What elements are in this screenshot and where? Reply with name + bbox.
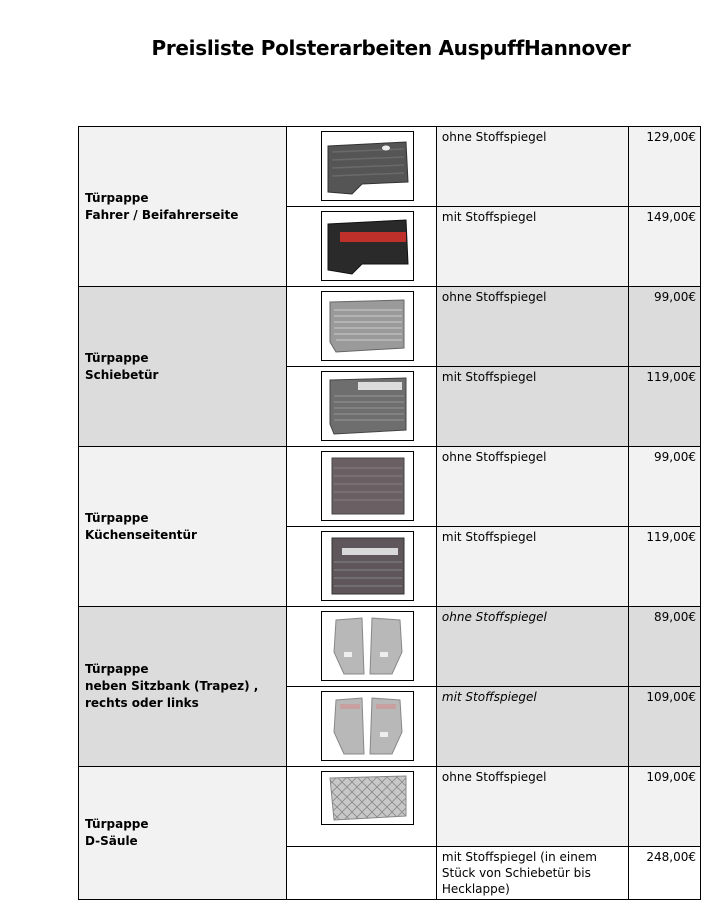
product-image-cell xyxy=(286,287,436,367)
category-label: Türpappe xyxy=(85,662,149,676)
sliding-door-panel-grey-icon xyxy=(321,291,414,361)
category-label: Türpappe xyxy=(85,350,149,365)
d-pillar-quilted-panel-icon xyxy=(321,771,414,825)
variant-description: mit Stoffspiegel xyxy=(436,687,628,767)
product-image-cell xyxy=(286,527,436,607)
category-cell xyxy=(79,127,287,287)
category-cell xyxy=(79,767,287,900)
variant-description: ohne Stoffspiegel xyxy=(436,447,628,527)
product-image-cell xyxy=(286,367,436,447)
category-sublabel-2: rechts oder links xyxy=(85,696,199,710)
variant-price: 89,00€ xyxy=(629,607,701,687)
product-image-cell xyxy=(286,127,436,207)
category-sublabel: neben Sitzbank (Trapez) , xyxy=(85,679,259,693)
variant-price: 99,00€ xyxy=(629,287,701,367)
table-row xyxy=(79,447,701,527)
product-image-cell xyxy=(286,607,436,687)
product-image-cell xyxy=(286,447,436,527)
category-sublabel: Fahrer / Beifahrerseite xyxy=(85,207,239,222)
variant-price: 149,00€ xyxy=(629,207,701,287)
category-label: Türpappe xyxy=(85,510,149,525)
price-table xyxy=(78,126,701,900)
category-label: Türpappe xyxy=(85,817,149,831)
product-image-cell xyxy=(286,207,436,287)
page-title: Preisliste Polsterarbeiten AuspuffHannover xyxy=(151,36,631,60)
variant-description: mit Stoffspiegel xyxy=(436,527,628,607)
door-panel-red-stripe-icon xyxy=(321,211,414,281)
table-row xyxy=(79,607,701,687)
variant-price: 119,00€ xyxy=(629,367,701,447)
variant-price: 109,00€ xyxy=(629,767,701,847)
variant-description: mit Stoffspiegel xyxy=(436,367,628,447)
category-sublabel: D-Säule xyxy=(85,834,138,848)
sliding-door-panel-stripe-icon xyxy=(321,371,414,441)
table-row xyxy=(79,287,701,367)
variant-description: ohne Stoffspiegel xyxy=(436,287,628,367)
product-image-cell xyxy=(286,847,436,900)
trapez-panels-icon xyxy=(321,611,414,681)
category-cell xyxy=(79,607,287,767)
trapez-panels-stripe-icon xyxy=(321,691,414,761)
product-image-cell xyxy=(286,767,436,847)
category-sublabel: Schiebetür xyxy=(85,367,159,382)
kitchen-door-panel-icon xyxy=(321,451,414,521)
variant-price: 109,00€ xyxy=(629,687,701,767)
category-label: Türpappe xyxy=(85,190,149,205)
variant-description: ohne Stoffspiegel xyxy=(436,767,628,847)
category-cell xyxy=(79,447,287,607)
category-cell xyxy=(79,287,287,447)
variant-price: 119,00€ xyxy=(629,527,701,607)
category-sublabel: Küchenseitentür xyxy=(85,527,197,542)
product-image-cell xyxy=(286,687,436,767)
variant-price: 248,00€ xyxy=(629,847,701,900)
door-panel-dark-icon xyxy=(321,131,414,201)
variant-description: ohne Stoffspiegel xyxy=(436,607,628,687)
table-row xyxy=(79,127,701,207)
variant-description: ohne Stoffspiegel xyxy=(436,127,628,207)
variant-description: mit Stoffspiegel xyxy=(436,207,628,287)
variant-description: mit Stoffspiegel (in einem Stück von Schiebetür bis Hecklappe) xyxy=(436,847,628,900)
variant-price: 129,00€ xyxy=(629,127,701,207)
table-row xyxy=(79,767,701,847)
variant-price: 99,00€ xyxy=(629,447,701,527)
kitchen-door-panel-stripe-icon xyxy=(321,531,414,601)
